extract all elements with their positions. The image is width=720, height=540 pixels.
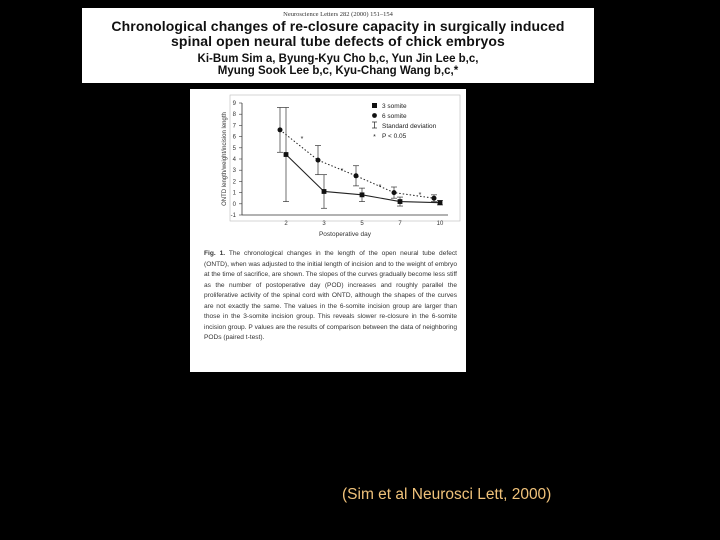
caption-label: Fig. 1. [204, 250, 226, 257]
data-point-square [322, 189, 327, 194]
legend-marker-circle [372, 113, 377, 118]
authors-line-1: Ki-Bum Sim a, Byung-Kyu Cho b,c, Yun Jin Lee b,c, [197, 53, 479, 65]
significance-marker: * [418, 192, 422, 199]
legend-marker-square [372, 103, 377, 108]
y-tick-label: 9 [232, 101, 236, 107]
figure-card [190, 89, 466, 372]
data-point-circle [316, 158, 321, 163]
citation: (Sim et al Neurosci Lett, 2000) [342, 486, 552, 503]
significance-marker: * [340, 168, 344, 175]
data-point-circle [354, 173, 359, 178]
data-point-circle [278, 127, 283, 132]
data-point-square [284, 152, 289, 157]
x-tick-label: 10 [436, 221, 444, 227]
y-tick-label: 3 [232, 168, 236, 175]
significance-marker: * [378, 184, 382, 191]
data-point-square [398, 199, 403, 204]
x-tick-label: 3 [322, 221, 326, 227]
legend-label: Standard deviation [382, 123, 437, 130]
y-tick-label: 5 [232, 145, 236, 152]
title-line-1: Chronological changes of re-closure capacity in surgically induced [111, 18, 565, 34]
legend-label: 3 somite [382, 103, 407, 110]
title-line-2: spinal open neural tube defects of chick embryos [171, 33, 505, 49]
figure-caption [204, 249, 457, 344]
data-point-circle [392, 190, 397, 195]
legend-label: 6 somite [382, 113, 407, 120]
significance-marker: * [300, 136, 304, 143]
paper-header [82, 8, 594, 83]
data-point-circle [432, 196, 437, 201]
y-tick-label: 0 [232, 201, 236, 208]
caption-text: The chronological changes in the length of the open neural tube defect (ONTD), when was adjusted to the initial length of incision and to the weight of embryo at the time of sacrifice, are shown. The slopes of the curves gradually become less stiff as the number of postoperative day (POD) increases and roughly parallel the proliferative activity of the spinal cord with ONTD, although the shapes of the curves are not exactly the same. The values in the 6-somite incision group are larger than those in the 3-somite incision group. This reveals slower re-closure in the 6-somite incision group. P values are the results of comparison between the data of neighboring PODs (paired t-test). [204, 250, 458, 341]
y-axis-label: ONTD length/weight/incision length [222, 112, 228, 206]
x-tick-label: 2 [284, 221, 288, 227]
y-tick-label: -1 [230, 213, 236, 219]
authors-line-2: Myung Sook Lee b,c, Kyu-Chang Wang b,c,* [217, 65, 459, 77]
legend-marker-asterisk: * [373, 134, 376, 141]
legend-label: P < 0.05 [382, 133, 407, 140]
author-list [82, 53, 594, 77]
y-tick-label: 4 [232, 157, 236, 163]
chart [190, 89, 466, 249]
y-tick-label: 2 [232, 179, 236, 186]
y-tick-label: 6 [232, 134, 236, 141]
x-tick-label: 7 [398, 221, 402, 227]
y-tick-label: 8 [232, 112, 236, 119]
data-point-square [360, 192, 365, 197]
paper-title [82, 19, 594, 49]
data-point-square [438, 200, 443, 205]
x-tick-label: 5 [360, 221, 364, 227]
journal-reference: Neuroscience Letters 282 (2000) 151–154 [283, 11, 393, 18]
y-tick-label: 7 [232, 123, 236, 130]
x-axis-label: Postoperative day [318, 231, 372, 238]
y-tick-label: 1 [232, 190, 236, 197]
